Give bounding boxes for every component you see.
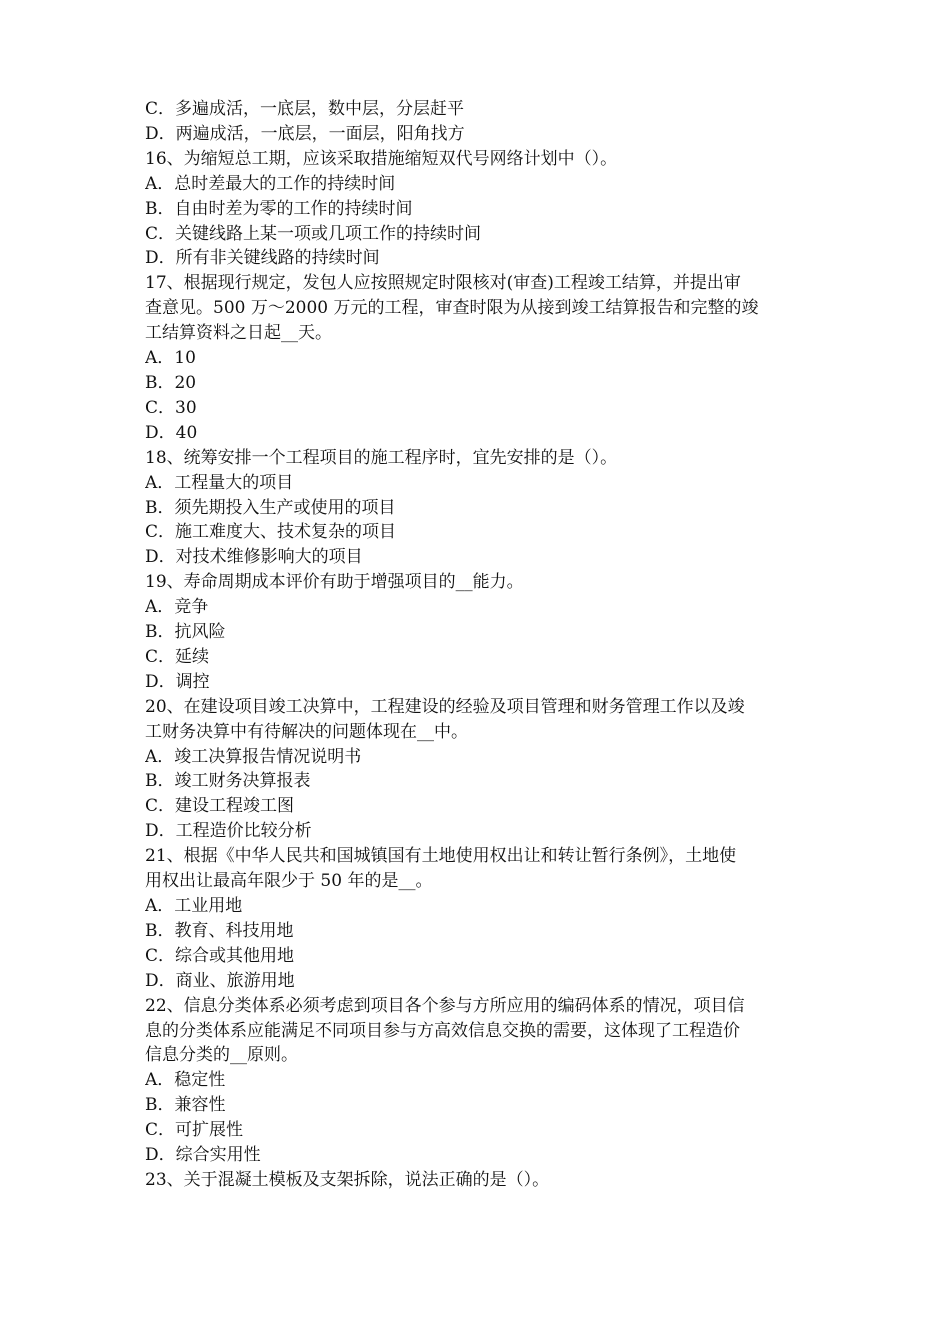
question-20 — [145, 695, 807, 844]
question-stem-line: 工财务决算中有待解决的问题体现在__中。 — [145, 721, 468, 742]
question-stem-line: 20、在建设项目竣工决算中，工程建设的经验及项目管理和财务管理工作以及竣 — [145, 696, 745, 717]
question-21 — [145, 844, 807, 993]
option-c: C．关键线路上某一项或几项工作的持续时间 — [145, 223, 482, 244]
question-stem-line: 用权出让最高年限少于 50 年的是__。 — [145, 871, 433, 892]
leading-option: D．两遍成活，一底层，一面层，阳角找方 — [145, 123, 465, 144]
question-stem-line: 17、根据现行规定，发包人应按照规定时限核对(审查)工程竣工结算，并提出审 — [145, 273, 741, 294]
question-18 — [145, 446, 807, 571]
option-b: B．教育、科技用地 — [145, 920, 294, 941]
question-stem — [145, 1168, 807, 1193]
question-16 — [145, 147, 807, 272]
option-c: C．施工难度大、技术复杂的项目 — [145, 522, 397, 543]
question-stem — [145, 147, 807, 172]
option-a: A．竞争 — [145, 597, 209, 618]
question-stem — [145, 695, 807, 745]
option-d: D．所有非关键线路的持续时间 — [145, 248, 380, 269]
option-a: A．稳定性 — [145, 1070, 226, 1091]
option-d: D．综合实用性 — [145, 1145, 261, 1166]
option-c: C．30 — [145, 397, 197, 418]
option-d: D．工程造价比较分析 — [145, 821, 312, 842]
leading-option: C．多遍成活，一底层，数中层，分层赶平 — [145, 99, 465, 119]
option-b: B．须先期投入生产或使用的项目 — [145, 497, 396, 518]
option-c: C．延续 — [145, 646, 210, 667]
question-17 — [145, 271, 807, 445]
question-stem-line: 23、关于混凝土模板及支架拆除，说法正确的是（）。 — [145, 1169, 550, 1190]
question-stem — [145, 844, 807, 894]
question-stem — [145, 271, 807, 346]
option-b: B．自由时差为零的工作的持续时间 — [145, 198, 413, 219]
question-stem-line: 21、根据《中华人民共和国城镇国有土地使用权出让和转让暂行条例》，土地使 — [145, 846, 737, 867]
document-body — [145, 97, 807, 1193]
option-a: A．工程量大的项目 — [145, 472, 294, 493]
question-22 — [145, 994, 807, 1168]
option-b: B．竣工财务决算报表 — [145, 771, 311, 792]
option-a: A．工业用地 — [145, 896, 243, 916]
option-c: C．建设工程竣工图 — [145, 796, 295, 817]
option-a: A．竣工决算报告情况说明书 — [145, 746, 362, 767]
question-23 — [145, 1168, 807, 1193]
question-stem-line: 工结算资料之日起__天。 — [145, 323, 332, 344]
question-stem-line: 查意见。500 万～2000 万元的工程，审查时限为从接到竣工结算报告和完整的竣 — [145, 298, 759, 319]
option-c: C．综合或其他用地 — [145, 945, 295, 966]
option-d: D．调控 — [145, 671, 210, 692]
question-stem — [145, 994, 807, 1069]
question-stem-line: 信息分类的__原则。 — [145, 1045, 298, 1066]
option-a: A．总时差最大的工作的持续时间 — [145, 173, 396, 194]
question-stem-line: 息的分类体系应能满足不同项目参与方高效信息交换的需要，这体现了工程造价 — [145, 1020, 740, 1041]
question-stem-line: 19、寿命周期成本评价有助于增强项目的__能力。 — [145, 572, 524, 593]
option-c: C．可扩展性 — [145, 1120, 244, 1141]
option-d: D．40 — [145, 422, 198, 443]
option-d: D．对技术维修影响大的项目 — [145, 547, 363, 568]
option-b: B．抗风险 — [145, 622, 226, 643]
option-a: A．10 — [145, 348, 196, 369]
question-stem-line: 18、统筹安排一个工程项目的施工程序时，宜先安排的是（）。 — [145, 447, 618, 468]
question-19 — [145, 570, 807, 695]
option-d: D．商业、旅游用地 — [145, 970, 295, 991]
option-b: B．兼容性 — [145, 1095, 226, 1116]
question-stem — [145, 446, 807, 471]
option-b: B．20 — [145, 372, 197, 393]
question-stem-line: 16、为缩短总工期，应该采取措施缩短双代号网络计划中（）。 — [145, 148, 618, 169]
question-stem — [145, 570, 807, 595]
question-stem-line: 22、信息分类体系必须考虑到项目各个参与方所应用的编码体系的情况，项目信 — [145, 995, 745, 1016]
